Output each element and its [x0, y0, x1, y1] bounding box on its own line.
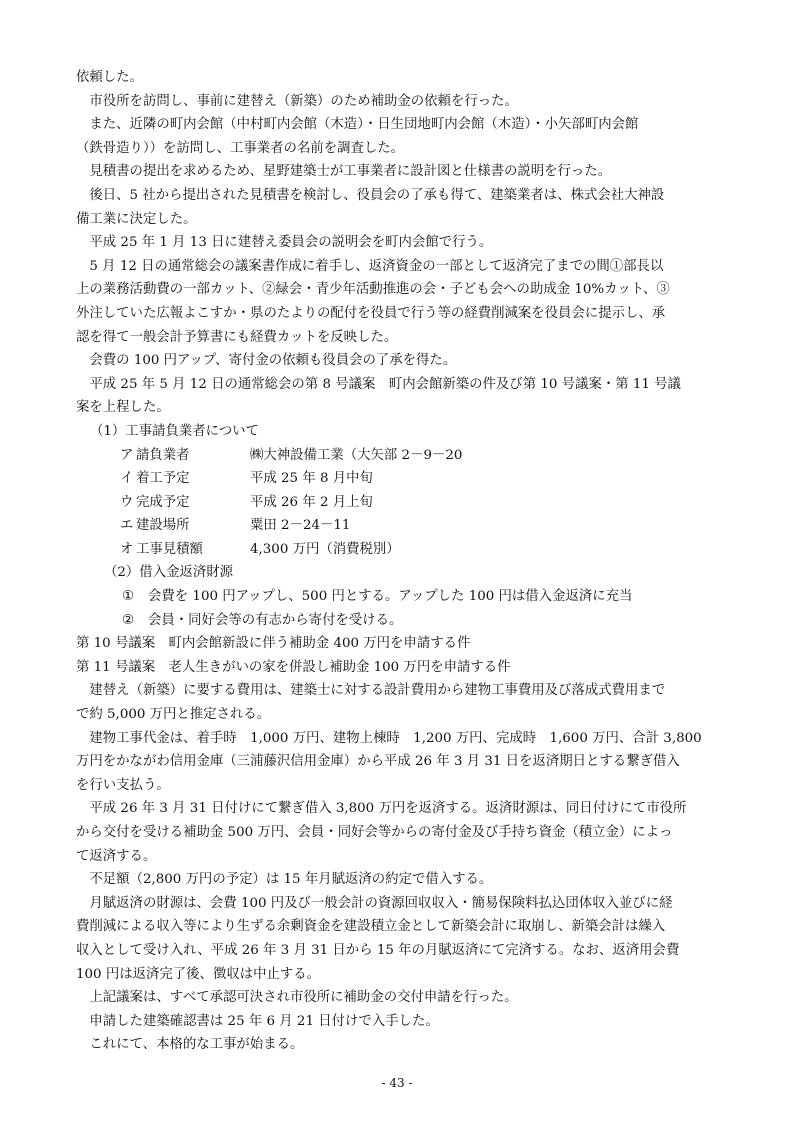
text-line: 平成 25 年 1 月 13 日に建替え委員会の説明会を町内会館で行う。	[76, 235, 493, 251]
item-mark: ②	[122, 612, 135, 628]
page-number: - 43 -	[381, 1076, 413, 1090]
item-value: ㈱大神設備工業（大矢部 2－9－20	[250, 447, 463, 463]
item-value: 平成 25 年 8 月中旬	[250, 471, 373, 487]
section-heading: （2）借入金返済財源	[104, 565, 234, 581]
text-line: また、近隣の町内会館（中村町内会館（木造）・日生団地町内会館（木造）・小矢部町内会館	[76, 117, 639, 133]
text-line: 100 円は返済完了後、徴収は中止する。	[76, 966, 321, 982]
text-line: 備工業に決定した。	[76, 211, 197, 227]
text-line: 平成 25 年 5 月 12 日の通常総会の第 8 号議案 町内会館新築の件及び第 10 号議案・第 11 号議	[76, 376, 681, 392]
item-term: 請負業者	[136, 447, 190, 463]
text-line: 申請した建築確認書は 25 年 6 月 21 日付けで入手した。	[76, 1013, 439, 1029]
text-line: 上記議案は、すべて承認可決され市役所に補助金の交付申請を行った。	[76, 990, 518, 1006]
text-line: 認を得て一般会計予算書にも経費カットを反映した。	[76, 329, 398, 345]
text-line: 不足額（2,800 万円の予定）は 15 年月賦返済の約定で借入する。	[76, 872, 493, 888]
text-line: 建替え（新築）に要する費用は、建築士に対する設計費用から建物工事費用及び落成式費用まで	[76, 683, 666, 699]
item-value: 4,300 万円（消費税別）	[250, 541, 400, 557]
text-line: これにて、本格的な工事が始まる。	[76, 1037, 304, 1053]
section-heading: （1）工事請負業者について	[90, 423, 259, 439]
item-value: 平成 26 年 2 月上旬	[250, 494, 373, 510]
text-line: 会費の 100 円アップ、寄付金の依頼も役員会の了承を得た。	[76, 353, 457, 369]
list-item	[76, 609, 720, 633]
item-term: 完成予定	[136, 494, 190, 510]
item-term: 着工予定	[136, 471, 190, 487]
item-label: ウ	[120, 494, 134, 510]
item-mark: ①	[122, 589, 135, 605]
list-item	[76, 514, 720, 538]
section-contractor	[76, 420, 720, 562]
item-label: エ	[120, 518, 134, 534]
list-item	[76, 538, 720, 562]
item-label: ア	[120, 447, 134, 463]
text-line: 収入として受け入れ、平成 26 年 3 月 31 日から 15 年の月賦返済にて完済する。なお、返済用会費	[76, 942, 680, 958]
paragraphs-bottom	[76, 679, 720, 1057]
text-line: から交付を受ける補助金 500 万円、会員・同好会等からの寄付金及び手持ち資金（積立金）によっ	[76, 825, 673, 840]
text-line: で約 5,000 万円と推定される。	[76, 707, 271, 723]
agenda-item: 第 11 号議案 老人生きがいの家を併設し補助金 100 万円を申請する件	[76, 659, 511, 675]
text-line: 依頼した。	[76, 70, 143, 85]
list-item	[76, 444, 720, 468]
text-line: 見積書の提出を求めるため、星野建築士が工事業者に設計図と仕様書の説明を行った。	[76, 164, 612, 180]
list-item	[76, 585, 720, 609]
text-line: 後日、5 社から提出された見積書を検討し、役員会の了承も得て、建築業者は、株式会社大神設	[76, 187, 665, 203]
text-line: て返済する。	[76, 848, 157, 864]
item-text: 会員・同好会等の有志から寄付を受ける。	[148, 612, 403, 628]
item-text: 会費を 100 円アップし、500 円とする。アップした 100 円は借入金返済に充当	[148, 589, 633, 605]
text-line: 万円をかながわ信用金庫（三浦藤沢信用金庫）から平成 26 年 3 月 31 日を返済期日とする繋ぎ借入	[76, 754, 680, 770]
paragraphs-top	[76, 66, 720, 420]
agenda-list	[76, 632, 720, 679]
text-line: 平成 26 年 3 月 31 日付けにて繋ぎ借入 3,800 万円を返済する。返済財源は、同日付けにて市役所	[76, 801, 687, 817]
text-line: 建物工事代金は、着手時 1,000 万円、建物上棟時 1,200 万円、完成時 1,600 万円、合計 3,800	[76, 730, 702, 746]
text-line: 費削減による収入等により生ずる余剰資金を建設積立金として新築会計に取崩し、新築会計は繰入	[76, 919, 666, 935]
text-line: 市役所を訪問し、事前に建替え（新築）のため補助金の依頼を行った。	[76, 93, 518, 109]
text-line: 5 月 12 日の通常総会の議案書作成に着手し、返済資金の一部として返済完了までの間①部長以	[76, 258, 664, 274]
item-label: オ	[120, 541, 134, 557]
section-repayment	[76, 561, 720, 632]
text-line: （鉄骨造り））を訪問し、工事業者の名前を調査した。	[76, 140, 405, 156]
text-line: 月賦返済の財源は、会費 100 円及び一般会計の資源回収収入・簡易保険料払込団体収入並びに経	[76, 895, 673, 911]
item-term: 工事見積額	[136, 541, 203, 557]
item-term: 建設場所	[136, 518, 190, 534]
item-value: 粟田 2－24－11	[250, 518, 351, 534]
item-label: イ	[120, 471, 134, 487]
agenda-item: 第 10 号議案 町内会館新設に伴う補助金 400 万円を申請する件	[76, 636, 471, 652]
text-line: 上の業務活動費の一部カット、②緑会・青少年活動推進の会・子ども会への助成金 10%カット、③	[76, 282, 670, 298]
list-item	[76, 467, 720, 491]
text-line: 外注していた広報よこすか・県のたよりの配付を役員で行う等の経費削減案を役員会に提示し、承	[76, 305, 666, 321]
list-item	[76, 491, 720, 515]
document-body	[76, 66, 720, 1057]
text-line: 案を上程した。	[76, 400, 170, 416]
text-line: を行い支払う。	[76, 777, 170, 793]
